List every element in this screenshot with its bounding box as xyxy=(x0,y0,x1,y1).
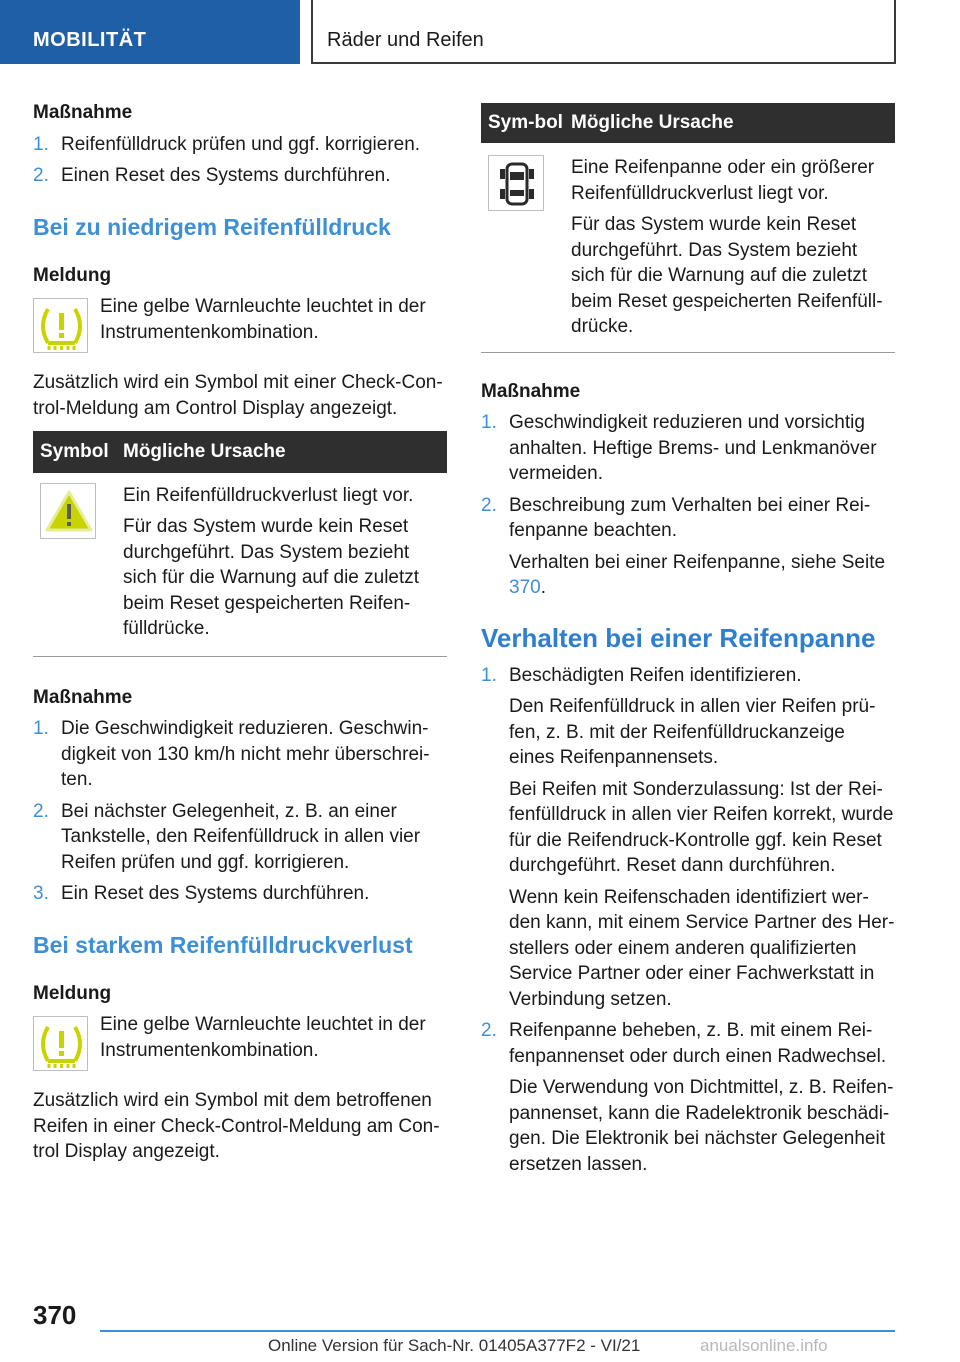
step-item: 2. Bei nächster Gelegenheit, z. B. an einer Tankstelle, den Reifenfülldruck in allen vier Reifen prüfen und ggf. korrigieren. xyxy=(33,800,421,873)
tire-pressure-warning-icon xyxy=(33,1016,88,1071)
symbol-table xyxy=(481,103,895,353)
cause-text: Ein Reifenfülldruckverlust liegt vor. xyxy=(123,484,414,506)
step-item: 2. Beschreibung zum Verhalten bei einer Rei-fenpanne beachten. Verhalten bei einer Reifenpanne, siehe Seite 370. xyxy=(481,494,886,598)
tire-pressure-warning-icon xyxy=(33,298,88,353)
heading-strong-loss: Bei starkem Reifenfülldruckverlust xyxy=(33,931,413,958)
footer-online-version: Online Version für Sach-Nr. 01405A377F2 - VI/21 xyxy=(268,1336,641,1355)
column-header-symbol: Symbol xyxy=(40,441,109,462)
cause-text: Für das System wurde kein Reset durchgeführt. Das System bezieht sich für die Warnung auf die zuletzt beim Reset gespeicherten Reifenfüll-drücke. xyxy=(571,214,883,337)
heading-tire-puncture: Verhalten bei einer Reifenpanne xyxy=(481,622,876,653)
step-number: 2. xyxy=(481,1020,497,1041)
step-item: 1. Reifenfülldruck prüfen und ggf. korrigieren. xyxy=(33,132,447,158)
car-tires-icon xyxy=(488,155,544,211)
page-header xyxy=(0,0,960,66)
column-header-cause: Mögliche Ursache xyxy=(571,112,734,133)
steps-list xyxy=(481,410,895,601)
table-header xyxy=(33,431,447,473)
steps-list xyxy=(33,716,447,907)
footer-divider xyxy=(100,1330,895,1332)
message-row xyxy=(33,294,447,356)
table-row xyxy=(481,143,895,353)
subheading-massnahme: Maßnahme xyxy=(33,102,133,123)
step-number: 1. xyxy=(33,718,49,739)
section-label: MOBILITÄT xyxy=(0,0,300,64)
chapter-title: Räder und Reifen xyxy=(311,0,896,64)
subheading-meldung: Meldung xyxy=(33,264,112,286)
cause-text: Für das System wurde kein Reset durchgeführt. Das System bezieht sich für die Warnung auf die zuletzt beim Reset gespeicherten Reifen-fülldrücke. xyxy=(123,516,420,639)
step-item: 2. Reifenpanne beheben, z. B. mit einem Rei-fenpannenset oder durch einen Radwechsel. Die Verwendung von Dichtmittel, z. B. Reifen-pannenset, kann die Radelektronik beschädi-gen. Die Elektronik bei nächster Gelegenheit ersetzen lassen. xyxy=(481,1020,894,1175)
step-item: 1. Beschädigten Reifen identifizieren. Den Reifenfülldruck in allen vier Reifen prü-fen, z. B. mit der Reifenfülldruckanzeige eines Reifenpannensets. Bei Reifen mit Sonderzulassung: Ist der Rei-fenfülldruck in allen vier Reifen korrekt, wurde für die Reifendruck-Kontrolle ggf. kein Reset durchgeführt. Reset dann durchführen. Wenn kein Reifenschaden identifiziert wer-den kann, mit einem Service Partner des Her-stellers oder einem anderen qualifizierten Service Partner oder einer Fachwerkstatt in Verbindung setzen. xyxy=(481,664,895,1010)
message-text: Eine gelbe Warnleuchte leuchtet in der Instrumentenkombination. xyxy=(100,296,426,343)
step-item: 2. Einen Reset des Systems durchführen. xyxy=(33,163,447,189)
step-number: 1. xyxy=(481,664,497,686)
left-column xyxy=(33,100,447,1165)
steps-list xyxy=(33,132,447,189)
column-header-cause: Mögliche Ursache xyxy=(123,441,286,462)
step-number: 2. xyxy=(33,800,49,822)
paragraph: Zusätzlich wird ein Symbol mit einer Check-Con-trol-Meldung am Control Display angezeigt. xyxy=(33,372,443,419)
subheading-massnahme: Maßnahme xyxy=(481,380,581,402)
step-item: 1. Geschwindigkeit reduzieren und vorsichtig anhalten. Heftige Brems- und Lenkmanöver vermeiden. xyxy=(481,412,877,484)
step-number: 1. xyxy=(481,412,497,433)
message-text: Eine gelbe Warnleuchte leuchtet in der Instrumentenkombination. xyxy=(100,1014,426,1061)
footer-watermark: anualsonline.info xyxy=(700,1336,828,1355)
step-item: 3. Ein Reset des Systems durchführen. xyxy=(33,881,447,907)
subheading-massnahme: Maßnahme xyxy=(33,686,133,708)
step-number: 3. xyxy=(33,883,49,904)
page-number: 370 xyxy=(33,1300,77,1330)
step-number: 2. xyxy=(481,494,497,516)
message-row xyxy=(33,1012,447,1074)
step-number: 2. xyxy=(33,165,49,186)
column-header-symbol: Sym-bol xyxy=(488,112,563,133)
page-reference-link[interactable]: 370 xyxy=(509,577,541,598)
heading-low-pressure: Bei zu niedrigem Reifenfülldruck xyxy=(33,213,391,240)
right-column xyxy=(481,103,895,1183)
steps-list xyxy=(481,663,895,1178)
symbol-table xyxy=(33,431,447,657)
cause-text: Eine Reifenpanne oder ein größerer Reifenfülldruckverlust liegt vor. xyxy=(571,157,875,204)
step-item: 1. Die Geschwindigkeit reduzieren. Geschwin-digkeit von 130 km/h nicht mehr überschrei-ten. xyxy=(33,718,430,790)
step-number: 1. xyxy=(33,133,49,155)
subheading-meldung: Meldung xyxy=(33,982,112,1004)
table-header xyxy=(481,103,895,143)
paragraph: Zusätzlich wird ein Symbol mit dem betroffenen Reifen in einer Check-Control-Meldung am Con-trol Display angezeigt. xyxy=(33,1090,440,1162)
warning-triangle-icon xyxy=(40,483,96,539)
table-row xyxy=(33,473,447,657)
